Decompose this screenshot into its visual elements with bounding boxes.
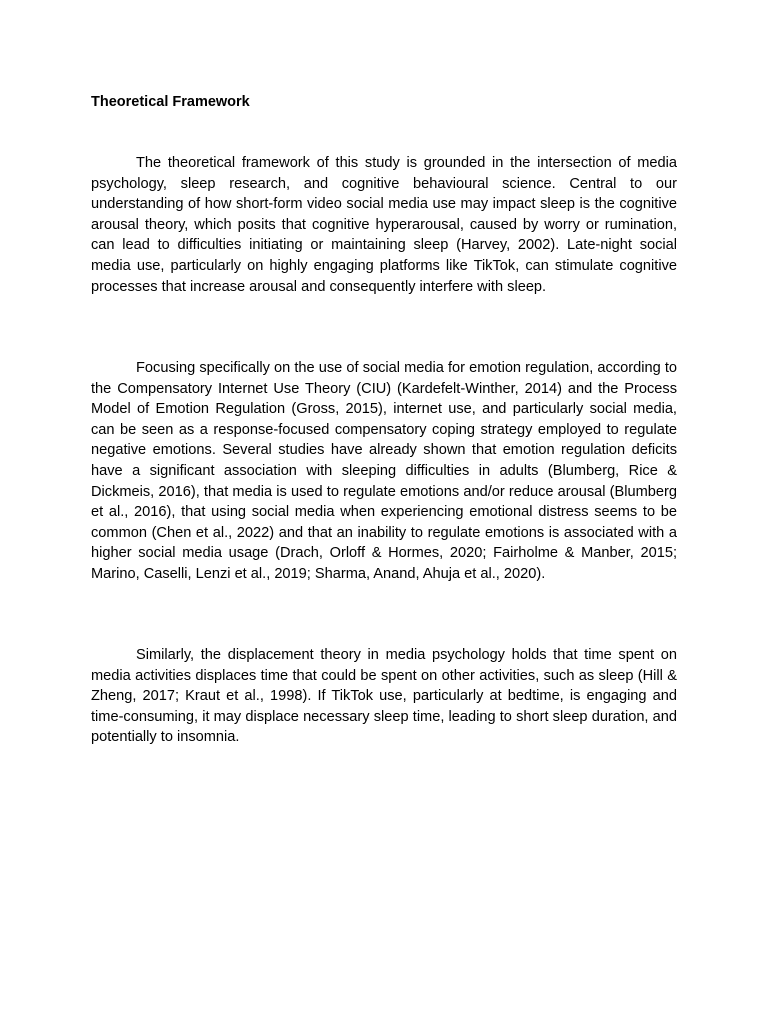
paragraph-displacement-theory: Similarly, the displacement theory in media psychology holds that time spent on media activities displaces time that could be spent on other activities, such as sleep (Hill & Zheng, 2017; Kraut et al., 1998). If TikTok use, particularly at bedtime, is engaging and time-consuming, it may displace necessary sleep time, leading to short sleep duration, and potentially to insomnia.: [91, 647, 677, 746]
section-heading: Theoretical Framework: [91, 94, 250, 110]
paragraph-cognitive-arousal: The theoretical framework of this study is grounded in the intersection of media psychology, sleep research, and cognitive behavioural science. Central to our understanding of how short-form video social media use may impact sleep is the cognitive arousal theory, which posits that cognitive hyperarousal, caused by worry or rumination, can lead to difficulties initiating or maintaining sleep (Harvey, 2002). Late-night social media use, particularly on highly engaging platforms like TikTok, can stimulate cognitive processes that increase arousal and consequently interfere with sleep.: [91, 155, 677, 295]
paragraph-emotion-regulation: Focusing specifically on the use of social media for emotion regulation, according to the Compensatory Internet Use Theory (CIU) (Kardefelt-Winther, 2014) and the Process Model of Emotion Regulation (Gross, 2015), internet use, and particularly social media, can be seen as a response-focused compensatory coping strategy employed to regulate negative emotions. Several studies have already shown that emotion regulation deficits have a significant association with sleeping difficulties in adults (Blumberg, Rice & Dickmeis, 2016), that media is used to regulate emotions and/or reduce arousal (Blumberg et al., 2016), that using social media when experiencing emotional distress seems to be common (Chen et al., 2022) and that an inability to regulate emotions is associated with a higher social media usage (Drach, Orloff & Hormes, 2020; Fairholme & Manber, 2015; Marino, Caselli, Lenzi et al., 2019; Sharma, Anand, Ahuja et al., 2020).: [91, 360, 677, 582]
